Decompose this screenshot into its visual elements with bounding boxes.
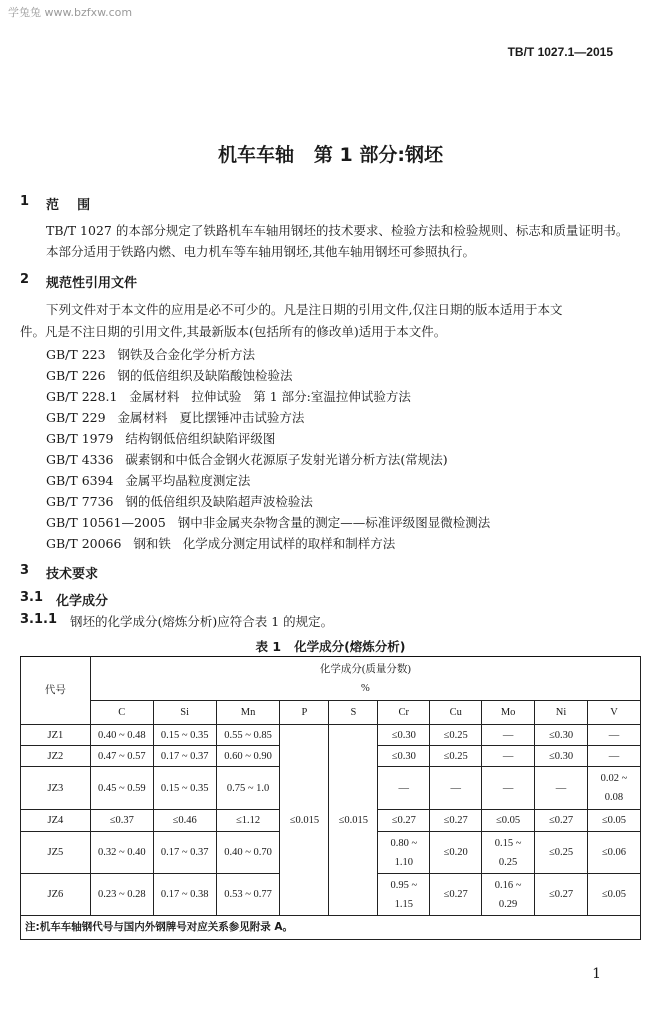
composition-unit: %	[361, 682, 370, 694]
table-cell: ≤0.27	[378, 810, 430, 832]
composition-group-title: 化学成分(质量分数)	[319, 663, 411, 675]
section-3-1-title: 化学成分	[56, 594, 109, 609]
table-cell: 0.23 ~ 0.28	[90, 874, 153, 916]
table-cell: ≤0.27	[535, 874, 588, 916]
table-cell: —	[482, 746, 535, 767]
table-cell: ≤0.30	[378, 725, 430, 746]
table-cell: ≤0.05	[587, 874, 640, 916]
table-cell: 0.75 ~ 1.0	[216, 767, 280, 810]
reference-item: GB/T 20066 钢和铁 化学成分测定用试样的取样和制样方法	[46, 536, 396, 551]
table-cell: ≤0.27	[535, 810, 588, 832]
table-cell: ≤0.20	[430, 832, 482, 874]
table-cell: ≤0.30	[378, 746, 430, 767]
reference-item: GB/T 4336 碳素钢和中低合金钢火花源原子发射光谱分析方法(常规法)	[46, 452, 448, 467]
composition-group-header	[90, 657, 640, 701]
table-cell: ≤0.30	[535, 746, 588, 767]
reference-item: GB/T 229 金属材料 夏比摆锤冲击试验方法	[46, 410, 305, 425]
table-cell: 0.60 ~ 0.90	[216, 746, 280, 767]
column-header: Si	[153, 701, 216, 725]
section-1-para-1: TB/T 1027 的本部分规定了铁路机车车轴用钢坯的技术要求、检验方法和检验规则、标志和质量证明书。	[46, 223, 629, 238]
table-cell: —	[587, 725, 640, 746]
table-cell: 0.40 ~ 0.70	[216, 832, 280, 874]
table-cell: —	[587, 746, 640, 767]
p-merged-cell: ≤0.015	[280, 725, 329, 916]
cell-line: 0.29	[498, 898, 518, 910]
table-cell-two-line	[378, 874, 430, 916]
table-cell: ≤0.05	[587, 810, 640, 832]
s-merged-cell: ≤0.015	[329, 725, 378, 916]
table-cell-two-line	[587, 767, 640, 810]
table-cell: —	[378, 767, 430, 810]
chemical-composition-table	[20, 656, 641, 940]
table-cell: ≤0.37	[90, 810, 153, 832]
table-cell: 0.17 ~ 0.37	[153, 746, 216, 767]
code-cell: JZ2	[21, 746, 91, 767]
reference-item: GB/T 223 钢铁及合金化学分析方法	[46, 347, 255, 362]
table-caption: 表 1 化学成分(熔炼分析)	[255, 639, 406, 654]
table-cell: ≤0.05	[482, 810, 535, 832]
reference-item: GB/T 10561—2005 钢中非金属夹杂物含量的测定——标准评级图显微检测法	[46, 515, 491, 530]
column-header: Cr	[378, 701, 430, 725]
page-number: 1	[592, 966, 601, 982]
code-header: 代号	[21, 657, 91, 725]
column-header: Mo	[482, 701, 535, 725]
cell-line: 1.15	[394, 898, 413, 910]
section-3-1-1-number: 3.1.1	[20, 612, 58, 627]
table-note: 注:机车车轴钢代号与国内外钢牌号对应关系参见附录 A。	[21, 916, 641, 940]
table-cell: ≤0.25	[430, 746, 482, 767]
cell-line: 0.80 ~	[390, 837, 418, 849]
section-2-intro-line-2: 件。凡是不注日期的引用文件,其最新版本(包括所有的修改单)适用于本文件。	[20, 324, 447, 339]
table-cell: 0.15 ~ 0.35	[153, 725, 216, 746]
section-3-1-1-text: 钢坯的化学成分(熔炼分析)应符合表 1 的规定。	[70, 614, 334, 629]
section-3-number: 3	[20, 563, 30, 578]
code-cell: JZ1	[21, 725, 91, 746]
code-cell: JZ3	[21, 767, 91, 810]
table-cell: 0.45 ~ 0.59	[90, 767, 153, 810]
table-cell-two-line	[378, 832, 430, 874]
reference-item: GB/T 7736 钢的低倍组织及缺陷超声波检验法	[46, 494, 313, 509]
section-1-number: 1	[20, 194, 30, 209]
cell-line: 0.02 ~	[600, 773, 628, 784]
table-cell: 0.47 ~ 0.57	[90, 746, 153, 767]
page-title: 机车车轴 第 1 部分:钢坯	[218, 144, 443, 166]
document-number: TB/T 1027.1—2015	[507, 45, 613, 59]
table-cell: —	[535, 767, 588, 810]
table-cell: —	[482, 725, 535, 746]
reference-item: GB/T 228.1 金属材料 拉伸试验 第 1 部分:室温拉伸试验方法	[46, 389, 411, 404]
table-cell: 0.53 ~ 0.77	[216, 874, 280, 916]
section-2-intro-line-1: 下列文件对于本文件的应用是必不可少的。凡是注日期的引用文件,仅注日期的版本适用于本文	[46, 302, 563, 317]
table-cell: 0.17 ~ 0.38	[153, 874, 216, 916]
table-cell: 0.17 ~ 0.37	[153, 832, 216, 874]
table-cell: ≤0.27	[430, 810, 482, 832]
reference-item: GB/T 6394 金属平均晶粒度测定法	[46, 473, 251, 488]
cell-line: 0.16 ~	[494, 879, 522, 891]
table-cell-two-line	[482, 832, 535, 874]
table-cell: 0.40 ~ 0.48	[90, 725, 153, 746]
table-note-row	[21, 916, 641, 940]
watermark: 学兔兔 www.bzfxw.com	[8, 6, 133, 19]
table-cell: 0.55 ~ 0.85	[216, 725, 280, 746]
reference-item: GB/T 1979 结构钢低倍组织缺陷评级图	[46, 431, 276, 446]
table-cell: ≤1.12	[216, 810, 280, 832]
table-cell: —	[430, 767, 482, 810]
cell-line: 0.95 ~	[390, 879, 418, 891]
section-2-title: 规范性引用文件	[46, 276, 138, 291]
table-cell: ≤0.27	[430, 874, 482, 916]
section-3-title: 技术要求	[46, 567, 99, 582]
table-cell: ≤0.25	[535, 832, 588, 874]
code-cell: JZ5	[21, 832, 91, 874]
table-cell: —	[482, 767, 535, 810]
section-1-title: 范 围	[46, 198, 91, 213]
table-cell: 0.32 ~ 0.40	[90, 832, 153, 874]
column-header: Cu	[430, 701, 482, 725]
column-header: V	[587, 701, 640, 725]
column-header: C	[90, 701, 153, 725]
table-cell: ≤0.06	[587, 832, 640, 874]
table-cell: ≤0.25	[430, 725, 482, 746]
column-header: Ni	[535, 701, 588, 725]
table-cell: ≤0.46	[153, 810, 216, 832]
column-header: S	[329, 701, 378, 725]
section-2-number: 2	[20, 272, 30, 287]
code-cell: JZ4	[21, 810, 91, 832]
cell-line: 0.08	[604, 792, 624, 803]
section-1-para-2: 本部分适用于铁路内燃、电力机车等车轴用钢坯,其他车轴用钢坯可参照执行。	[46, 244, 475, 259]
column-header: P	[280, 701, 329, 725]
table-row	[21, 725, 641, 746]
cell-line: 0.25	[498, 856, 518, 868]
table-cell-two-line	[482, 874, 535, 916]
cell-line: 0.15 ~	[494, 837, 522, 849]
code-cell: JZ6	[21, 874, 91, 916]
reference-item: GB/T 226 钢的低倍组织及缺陷酸蚀检验法	[46, 368, 293, 383]
table-cell: 0.15 ~ 0.35	[153, 767, 216, 810]
table-cell: ≤0.30	[535, 725, 588, 746]
cell-line: 1.10	[394, 856, 413, 868]
column-header: Mn	[216, 701, 280, 725]
section-3-1-number: 3.1	[20, 590, 44, 605]
